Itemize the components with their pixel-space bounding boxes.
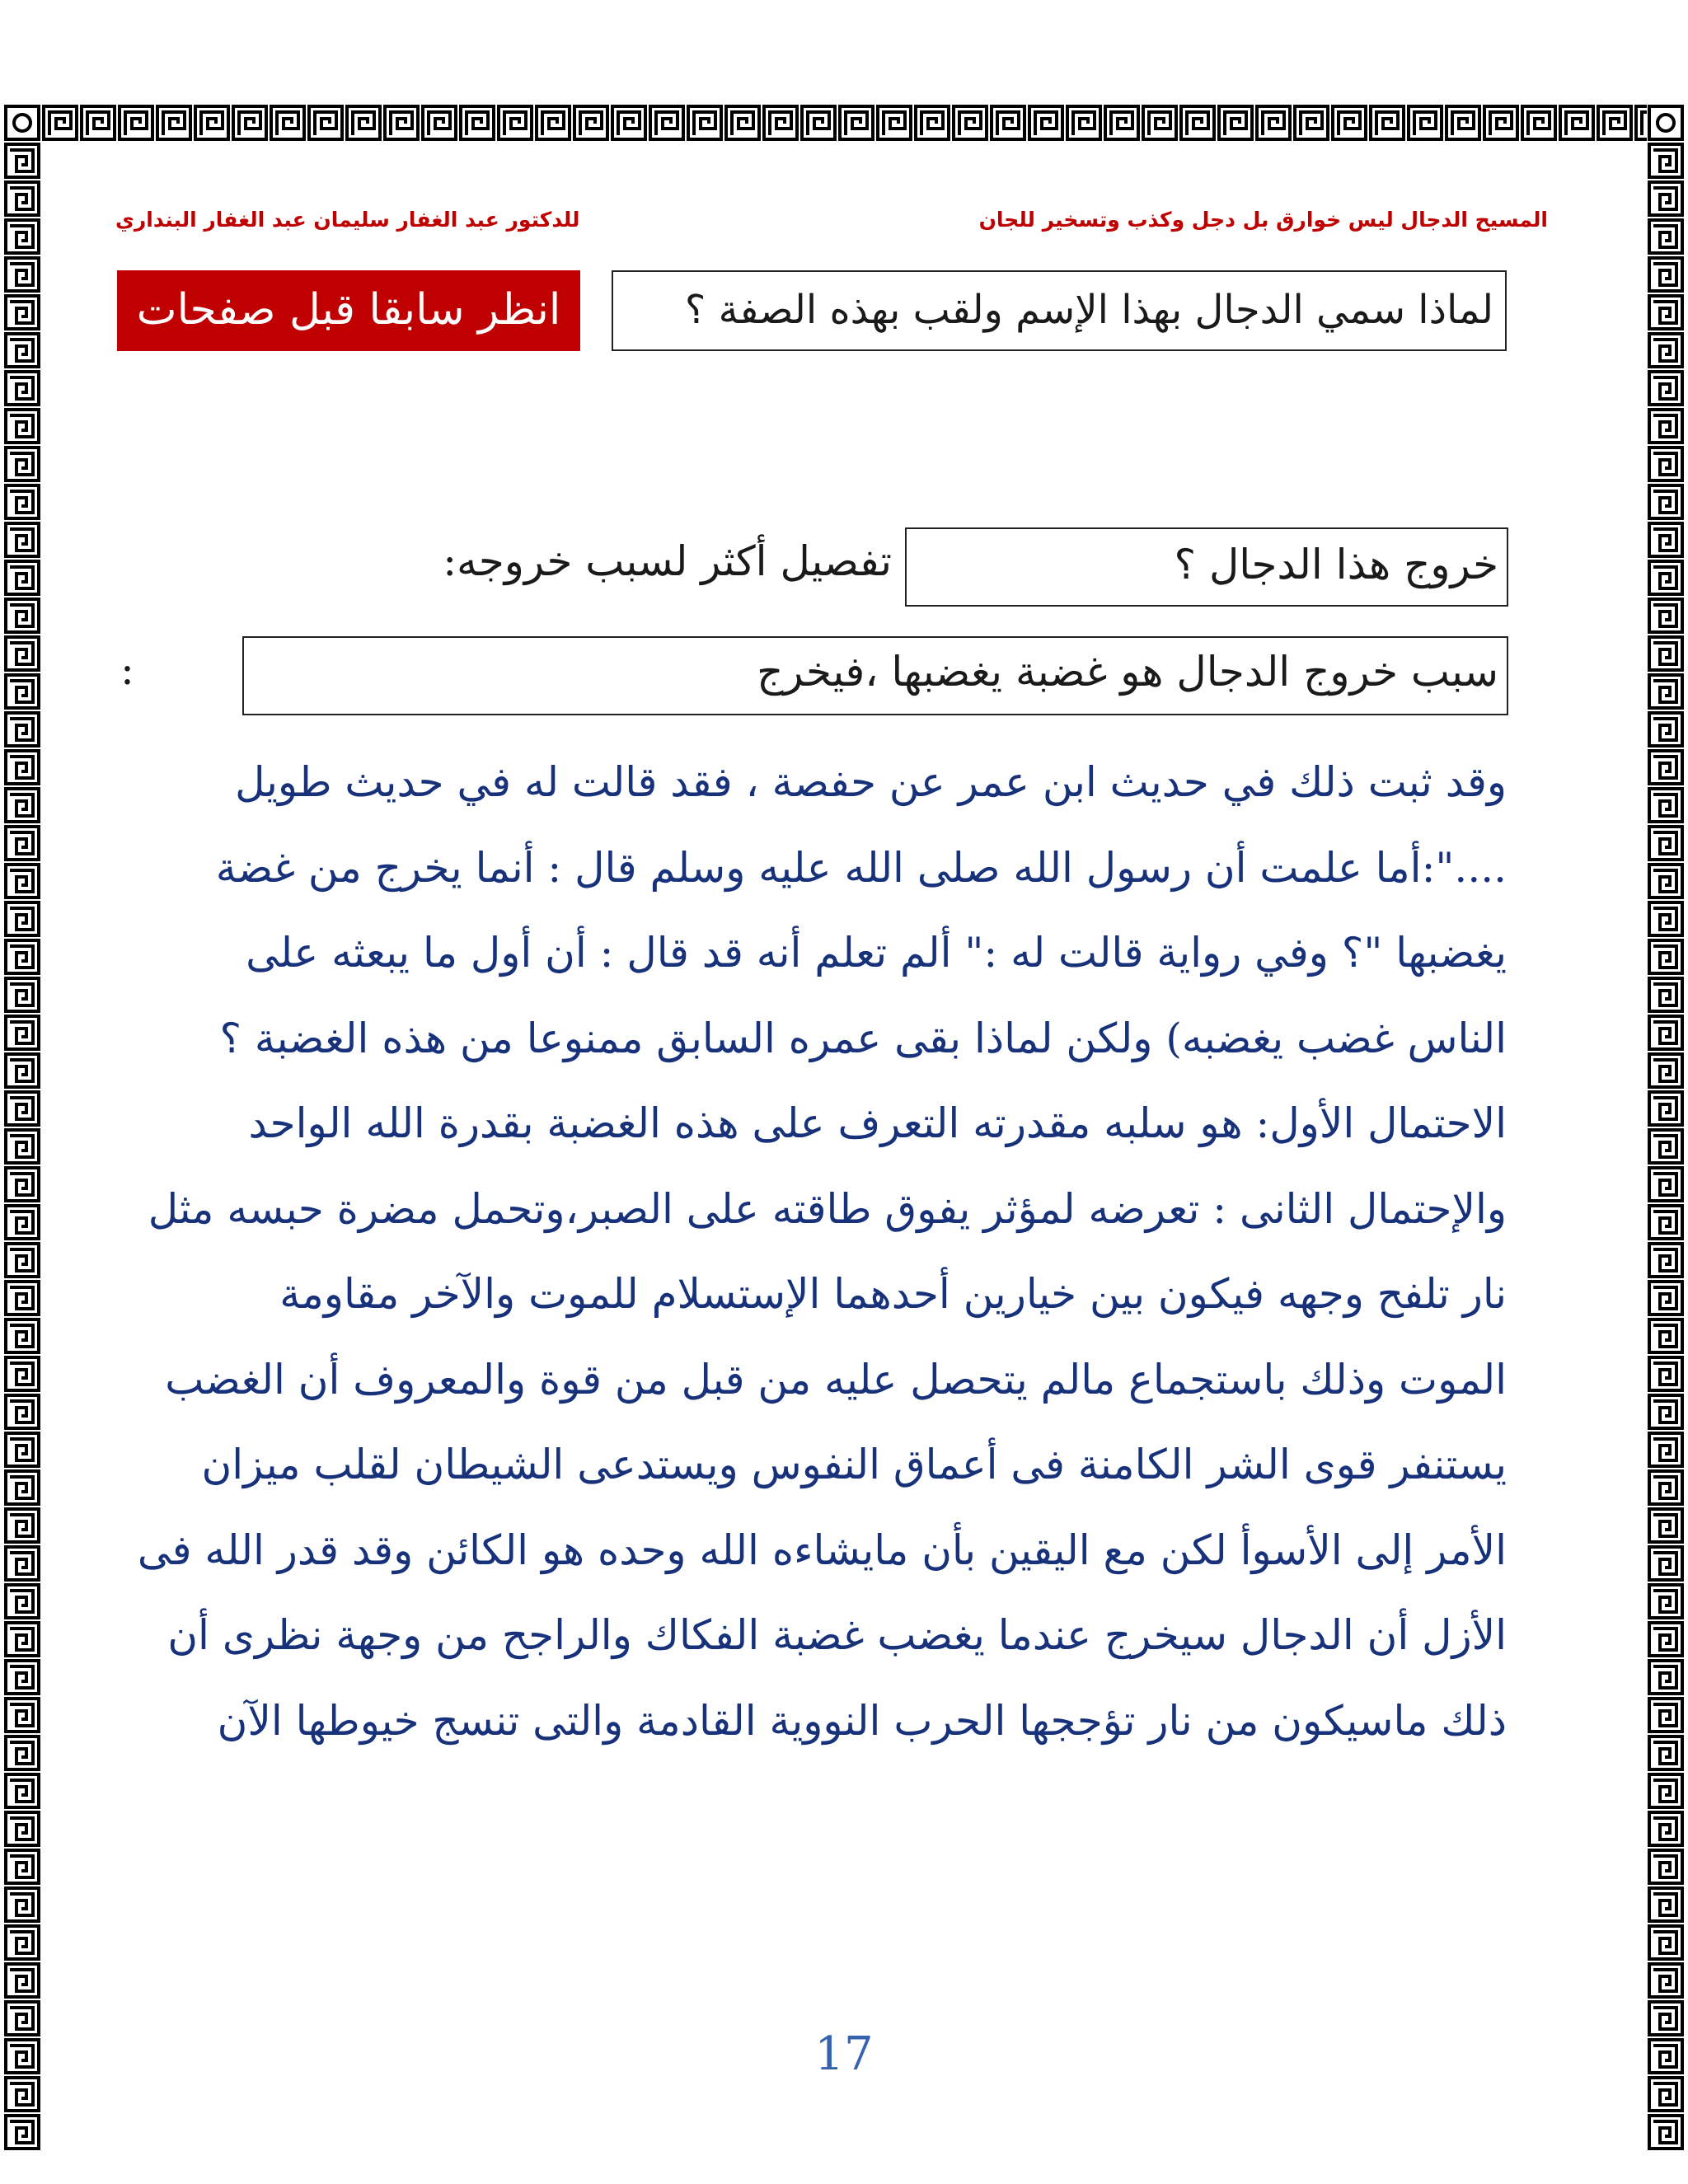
body-line: ذلك ماسيكون من نار تؤججها الحرب النووية القادمة والتى تنسج خيوطها الآن (217, 1696, 1507, 1745)
body-line: الاحتمال الأول: هو سلبه مقدرته التعرف على هذه الغضبة بقدرة الله الواحد (248, 1099, 1507, 1147)
body-line: وقد ثبت ذلك في حديث ابن عمر عن حفصة ، فقد قالت له في حديث طويل (235, 758, 1507, 806)
body-line: والإحتمال الثانى : تعرضه لمؤثر يفوق طاقته على الصبر،وتحمل مضرة حبسه مثل (148, 1184, 1507, 1233)
border-right (1647, 104, 1685, 2184)
corner-ring-left (3, 104, 41, 142)
header-author: للدكتور عبد الغفار سليمان عبد الغفار البنداري (115, 208, 580, 232)
body-line: الناس غضب يغضبه) ولكن لماذا بقى عمره السابق ممنوعا من هذه الغضبة ؟ (219, 1014, 1507, 1062)
body-line: ....":أما علمت أن رسول الله صلى الله عليه وسلم قال : أنما يخرج من غضة (215, 843, 1507, 892)
section-heading-rest: تفصيل أكثر لسبب خروجه: (443, 537, 892, 585)
corner-ring-right (1647, 104, 1685, 142)
cause-colon: : (120, 646, 134, 694)
reference-label: انظر سابقا قبل صفحات (117, 270, 580, 351)
body-line: نار تلفح وجهه فيكون بين خيارين أحدهما الإستسلام للموت والآخر مقاومة (279, 1270, 1507, 1318)
border-top-pattern (3, 104, 1685, 142)
body-line: الموت وذلك باستجماع مالم يتحصل عليه من قبل من قوة والمعروف أن الغضب (165, 1355, 1507, 1404)
border-right-pattern (1647, 104, 1685, 2184)
page-content (82, 165, 1606, 2143)
border-left (3, 104, 41, 2184)
cause-box: سبب خروج الدجال هو غضبة يغضبها ،فيخرج (242, 636, 1508, 715)
border-top (3, 104, 1685, 142)
question-box: لماذا سمي الدجال بهذا الإسم ولقب بهذه الصفة ؟ (612, 270, 1507, 351)
body-text (117, 740, 1507, 1764)
header-book-title: المسيح الدجال ليس خوارق بل دجل وكذب وتسخير للجان (978, 208, 1548, 232)
body-line: يغضبها "؟ وفي رواية قالت له :" ألم تعلم أنه قد قال : أن أول ما يبعثه على (246, 929, 1507, 977)
body-line: الأمر إلى الأسوأ لكن مع اليقين بأن مايشاءه الله وحده هو الكائن وقد قدر الله فى (137, 1526, 1507, 1574)
border-left-pattern (3, 104, 41, 2184)
body-line: يستنفر قوى الشر الكامنة فى أعماق النفوس ويستدعى الشيطان لقلب ميزان (201, 1441, 1507, 1488)
body-line: الأزل أن الدجال سيخرج عندما يغضب غضبة الفكاك والراجح من وجهة نظرى أن (167, 1611, 1507, 1659)
section-heading-box: خروج هذا الدجال ؟ (905, 527, 1508, 607)
page-number: 17 (814, 2027, 874, 2081)
